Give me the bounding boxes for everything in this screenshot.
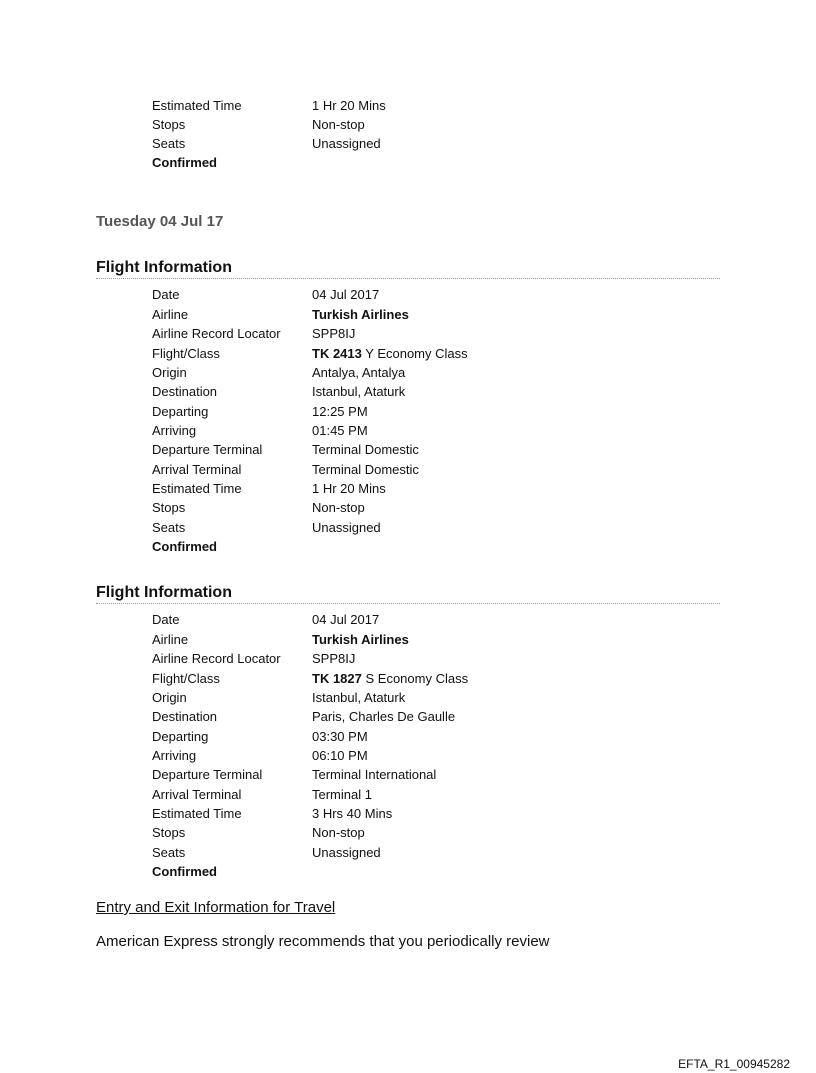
status-confirmed: Confirmed xyxy=(152,864,217,879)
row-label: Airline xyxy=(152,307,189,322)
row-value: Antalya, Antalya xyxy=(312,365,406,380)
row-value: Non-stop xyxy=(312,117,365,132)
row-label: Seats xyxy=(152,136,186,151)
row-value: SPP8IJ xyxy=(312,651,356,666)
row-label: Origin xyxy=(152,365,187,380)
row-label: Estimated Time xyxy=(152,481,242,496)
flight-number: TK 2413 xyxy=(312,346,362,361)
row-value xyxy=(312,346,468,362)
row-value xyxy=(312,671,468,687)
row-value: 04 Jul 2017 xyxy=(312,612,380,627)
row-label: Stops xyxy=(152,500,186,515)
row-value: Paris, Charles De Gaulle xyxy=(312,709,456,724)
row-value: Non-stop xyxy=(312,825,365,840)
row-value: Terminal 1 xyxy=(312,787,372,802)
row-label: Seats xyxy=(152,520,186,535)
row-label: Departing xyxy=(152,404,209,419)
row-label: Departure Terminal xyxy=(152,442,263,457)
row-value: Unassigned xyxy=(312,845,381,860)
class-of-service: Y Economy Class xyxy=(365,346,468,361)
row-value: 06:10 PM xyxy=(312,748,368,763)
row-value: 03:30 PM xyxy=(312,729,368,744)
row-label: Stops xyxy=(152,825,186,840)
row-value: Unassigned xyxy=(312,520,381,535)
row-label: Departure Terminal xyxy=(152,767,263,782)
row-label: Flight/Class xyxy=(152,346,220,361)
document-id: EFTA_R1_00945282 xyxy=(678,1057,790,1071)
row-label: Airline Record Locator xyxy=(152,326,281,341)
row-value: 01:45 PM xyxy=(312,423,368,438)
row-label: Destination xyxy=(152,709,218,724)
row-value: Terminal Domestic xyxy=(312,462,419,477)
row-value: Istanbul, Ataturk xyxy=(312,690,406,705)
row-label: Arriving xyxy=(152,423,197,438)
day-heading: Tuesday 04 Jul 17 xyxy=(96,213,224,230)
row-label: Date xyxy=(152,287,180,302)
entry-exit-paragraph: American Express strongly recommends that you periodically review xyxy=(96,933,550,950)
row-value: Non-stop xyxy=(312,500,365,515)
row-value: 12:25 PM xyxy=(312,404,368,419)
row-label: Airline xyxy=(152,632,189,647)
flight-number: TK 1827 xyxy=(312,671,362,686)
row-label: Date xyxy=(152,612,180,627)
row-label: Flight/Class xyxy=(152,671,220,686)
row-value: Terminal International xyxy=(312,767,437,782)
row-label: Airline Record Locator xyxy=(152,651,281,666)
status-confirmed: Confirmed xyxy=(152,155,217,170)
class-of-service: S Economy Class xyxy=(365,671,469,686)
row-value: 1 Hr 20 Mins xyxy=(312,98,386,113)
row-value: Turkish Airlines xyxy=(312,307,409,322)
row-label: Arriving xyxy=(152,748,197,763)
flight-info-heading: Flight Information xyxy=(96,259,720,279)
row-value: Turkish Airlines xyxy=(312,632,409,647)
row-value: 3 Hrs 40 Mins xyxy=(312,806,393,821)
status-confirmed: Confirmed xyxy=(152,539,217,554)
row-value: Unassigned xyxy=(312,136,381,151)
flight-info-heading: Flight Information xyxy=(96,584,720,604)
row-label: Estimated Time xyxy=(152,806,242,821)
row-value: SPP8IJ xyxy=(312,326,356,341)
row-label: Stops xyxy=(152,117,186,132)
row-value: Terminal Domestic xyxy=(312,442,419,457)
row-label: Destination xyxy=(152,384,218,399)
row-value: 1 Hr 20 Mins xyxy=(312,481,386,496)
row-label: Departing xyxy=(152,729,209,744)
row-label: Seats xyxy=(152,845,186,860)
row-label: Origin xyxy=(152,690,187,705)
row-value: Istanbul, Ataturk xyxy=(312,384,406,399)
entry-exit-info-link[interactable]: Entry and Exit Information for Travel xyxy=(96,899,336,916)
row-label: Arrival Terminal xyxy=(152,787,242,802)
row-label: Arrival Terminal xyxy=(152,462,242,477)
row-label: Estimated Time xyxy=(152,98,242,113)
row-value: 04 Jul 2017 xyxy=(312,287,380,302)
